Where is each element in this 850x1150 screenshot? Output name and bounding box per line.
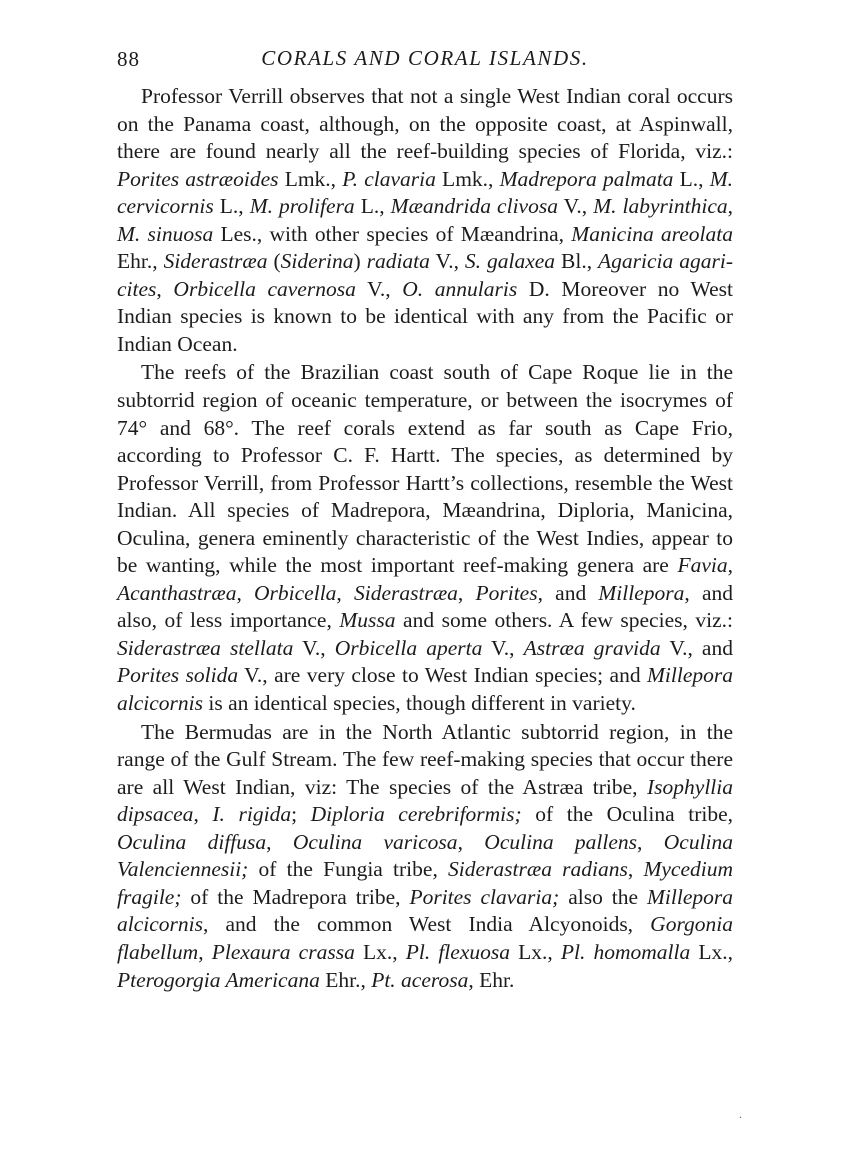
italic-run: Pt. acerosa — [371, 967, 469, 992]
text-run: , — [457, 580, 476, 605]
text-run: V., — [557, 194, 594, 219]
text-run: of the Fungia tribe, — [248, 857, 449, 882]
text-run: Ehr., — [117, 249, 164, 274]
italic-run: S. galaxea — [464, 249, 556, 274]
italic-run: Oculina varicosa — [292, 829, 458, 854]
text-run: V., and — [660, 635, 733, 660]
text-run: , and — [537, 580, 599, 605]
italic-run: Pterogorgia Americana — [117, 967, 320, 992]
text-run: L., — [354, 194, 391, 219]
text-run: Lx., — [509, 939, 561, 964]
text-run: , Ehr. — [468, 967, 515, 992]
text-run: V., — [355, 276, 403, 301]
italic-run: Porites astræoides — [117, 166, 279, 191]
italic-run: Mussa — [339, 608, 396, 633]
italic-run: Oculina pallens — [484, 829, 638, 854]
italic-run: Porites clavaria; — [409, 884, 560, 909]
italic-run: Mæandrida clivosa — [390, 194, 558, 219]
italic-run: radiata — [366, 249, 430, 274]
text-run: , — [198, 939, 212, 964]
text-run: , — [236, 580, 255, 605]
text-run: , — [156, 276, 174, 301]
italic-run: Diploria cerebriformis; — [310, 802, 522, 827]
paragraph — [117, 719, 733, 994]
italic-run: Manicina areolata — [571, 221, 733, 246]
italic-run: Isophyllia dipsacea — [117, 774, 733, 827]
italic-run: Agaricia agaricites — [117, 249, 733, 301]
text-run: D. Moreover no West Indian species is known to be identical with any from the Pacific or Indian Ocean. — [117, 276, 734, 356]
italic-run: Astræa gravida — [523, 635, 661, 660]
text-run: The Bermudas are in the North Atlantic subtorrid region, in the range of the Gulf Stream. The few reef-making species that occur there are all West Indian, viz: The species of the Astræa tribe, — [117, 719, 733, 799]
italic-run: Orbicella cavernosa — [173, 276, 356, 301]
text-run: ; — [291, 802, 311, 827]
text-run: also the — [559, 884, 647, 909]
text-run: , — [637, 829, 664, 854]
italic-run: O. annularis — [402, 276, 518, 301]
text-run: , — [266, 829, 293, 854]
text-run: of the Oculina tribe, — [521, 802, 734, 827]
text-run: , — [193, 802, 213, 827]
italic-run: Mycedium fragile; — [117, 857, 733, 909]
italic-run: Porites solida — [117, 663, 239, 688]
text-run: L., — [213, 194, 250, 219]
italic-run: Siderina — [280, 249, 354, 274]
italic-run: Acanthastræa — [117, 580, 237, 605]
italic-run: Oculina Valenciennesii; — [117, 829, 734, 882]
text-run: , and also, of less importance, — [117, 580, 733, 633]
text-run: V., are very close to West Indian species; and — [238, 663, 647, 688]
italic-run: Siderastræa — [353, 580, 458, 605]
paragraph — [117, 83, 733, 358]
italic-run: Millepora alcicornis — [117, 884, 733, 937]
text-run: Professor Verrill observes that not a single West Indian coral occurs on the Panama coast, although, on the opposite coast, at Aspinwall, there are found nearly all the reef-building species of Florida, viz.: — [117, 84, 733, 164]
text-run: V., — [429, 249, 465, 274]
italic-run: Madrepora palmata — [499, 166, 674, 191]
italic-run: M. cervicornis — [117, 166, 734, 219]
text-run: , — [727, 194, 733, 219]
text-run: Bl., — [555, 249, 599, 274]
italic-run: Plexaura crassa — [211, 939, 355, 964]
italic-run: Siderastræa — [163, 249, 268, 274]
italic-run: Oculina diffusa — [117, 829, 267, 854]
italic-run: Siderastræa stellata — [117, 635, 294, 660]
italic-run: Porites — [475, 580, 538, 605]
italic-run: Pl. flexuosa — [405, 939, 510, 964]
running-title: CORALS AND CORAL ISLANDS. — [261, 46, 589, 70]
italic-run: Favia — [677, 553, 728, 578]
italic-run: Pl. homomalla — [560, 939, 691, 964]
italic-run: P. clavaria — [342, 166, 436, 191]
text-run: The reefs of the Brazilian coast south of Cape Roque lie in the subtorrid region of oceanic temperature, or between the isocrymes of 74° and 68°. The reef corals extend as far south as Cape Frio, according to Professor C. F. Hartt. The species, as determined by Professor Verrill, from Professor Hartt’s collections, resemble the West Indian. All species of Madrepora, Mæandrina, Diploria, Manicina, Oculina, genera eminently characteristic of the West Indies, appear to be wanting, while the most important reef-making genera are — [117, 360, 733, 578]
text-run: and some others. A few species, viz.: — [395, 608, 733, 633]
italic-run: Siderastræa radians — [448, 857, 628, 882]
italic-run: Gorgonia flabellum — [117, 912, 733, 964]
text-run: ) — [353, 249, 367, 274]
italic-run: Millepora alcicornis — [117, 663, 733, 716]
text-run: Les., with other species of Mæandrina, — [213, 221, 572, 246]
italic-run: I. rigida — [212, 802, 292, 827]
text-run: , — [336, 580, 354, 605]
text-run: Ehr., — [319, 967, 372, 992]
text-run: V., — [293, 635, 335, 660]
italic-run: Orbicella — [254, 580, 337, 605]
text-run: ( — [267, 249, 281, 274]
print-mark: . — [739, 1107, 742, 1121]
text-run: , — [627, 857, 644, 882]
paragraph — [117, 359, 733, 717]
italic-run: M. prolifera — [249, 194, 355, 219]
page-body — [117, 83, 733, 994]
italic-run: M. labyrinthica — [593, 194, 728, 219]
text-run: Lx., — [690, 939, 734, 964]
text-run: Lmk., — [435, 166, 500, 191]
text-run: Lmk., — [278, 166, 343, 191]
page-number: 88 — [117, 47, 140, 71]
text-run: is an identical species, though different in variety. — [203, 691, 636, 716]
italic-run: Orbicella aperta — [334, 635, 483, 660]
text-run: , and the common West India Alcyonoids, — [203, 912, 651, 937]
text-run: Lx., — [354, 939, 406, 964]
text-run: of the Madrepora tribe, — [181, 884, 410, 909]
text-run: L., — [673, 166, 710, 191]
italic-run: Millepora — [598, 580, 685, 605]
text-run: , — [727, 553, 733, 578]
italic-run: M. sinuosa — [117, 221, 214, 246]
text-run: V., — [482, 635, 524, 660]
text-run: , — [457, 829, 485, 854]
